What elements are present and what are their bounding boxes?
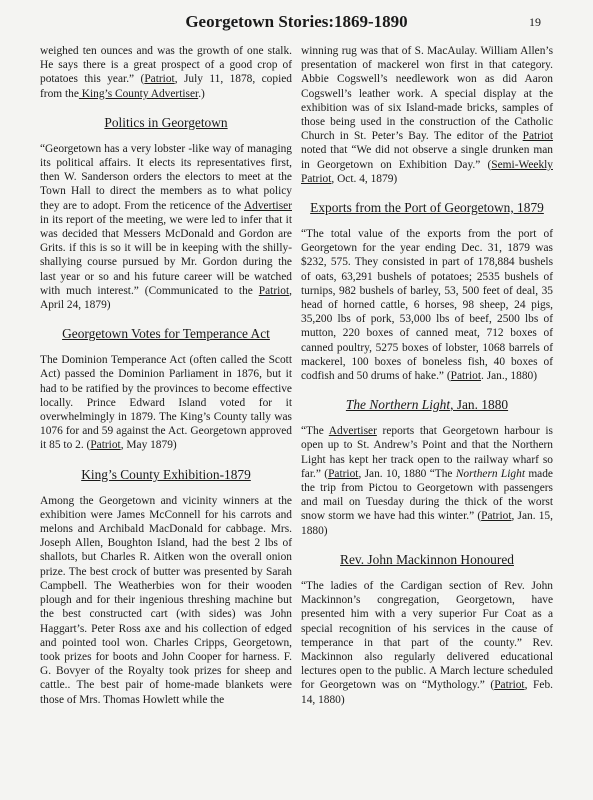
page-header xyxy=(0,12,593,36)
citation-kings-county-advertiser: King’s County Advertiser xyxy=(78,87,199,100)
heading-kings-county-exhibition: King’s County Exhibition-1879 xyxy=(81,466,251,482)
text-run: , April 24, 1879) xyxy=(40,284,292,312)
citation-advertiser: Advertiser xyxy=(328,425,377,438)
text-run: , May 1879) xyxy=(120,439,177,452)
text-run: reports that Georgetown harbour is open up to St. Andrew’s Point and that the Northern Light has kept her track open to the railway wharf so far.” ( xyxy=(301,425,553,480)
heading-politics-in-georgetown: Politics in Georgetown xyxy=(104,114,228,130)
paragraph-politics xyxy=(40,142,292,312)
paragraph-mackinnon xyxy=(301,579,553,707)
citation-patriot: Patriot xyxy=(328,467,359,480)
text-run: “The ladies of the Cardigan section of Rev. John Mackinnon’s congregation, Georgetown, have presented him with a very superior Fur Coat as a special recognition of his services in the cause of temperance in that part of the county.” Rev. Mackinnon also regularly delivered educational lectures open to the public. A March lecture scheduled for Georgetown was on “Mythology.” ( xyxy=(301,579,553,692)
text-run: “Georgetown has a very lobster -like way of managing its political affairs. It elects its representatives first, then W. Sanderson orders the electors to meet at the Town Hall to direct the members as to what policy they are to adopt. From the reticence of the xyxy=(40,142,292,212)
text-run: . Jan., 1880) xyxy=(481,370,537,383)
text-run: weighed ten ounces and was the growth of one stalk. He says there is a great prospect of a good crop of potatoes this year.” ( xyxy=(40,45,292,86)
text-run: , Jan. 15, 1880) xyxy=(301,510,553,537)
paragraph-northern-light xyxy=(301,424,553,538)
text-run: , Jan. 10, 1880 “The xyxy=(358,467,456,480)
paragraph-exhibition: Among the Georgetown and vicinity winners at the exhibition were James McConnell for his carrots and melons and Archibald MacDonald for cabbage. Mrs. Joseph Allen, Boughton Island, had the best 2 lbs of shallots, but Charles R. Aitken won the overall onion prize. The best crock of butter was presented by Sarah Campbell. The Weatherbies won for their wooden plough and for their ingenious threshing machine but the best constructed cart (with sides) was John Haggart’s. Peter Ross axe and his collection of edged and pointed tool won. Charles Cripps, Georgetown, took prizes for boots and John Cooper for harness. F. G. Bovyer of the Royalty took prizes for sheep and cattle.. The best pair of home-made blankets were those of Mrs. Thomas Howlett while the xyxy=(40,494,292,706)
heading-temperance-act: Georgetown Votes for Temperance Act xyxy=(62,326,270,342)
text-run: , Feb. 14, 1880) xyxy=(301,679,553,706)
text-run: made the trip from Pictou to Georgetown with passengers and mail on Tuesday during the thick of the worst snow storm we have had this winter.” ( xyxy=(301,467,553,523)
text-run: “The total value of the exports from the port of Georgetown for the year ending Dec. 31, 1879 was $232, 575. They consisted in part of 178,884 bushels of oats, 63,291 bushels of potatoes; 2535 bushels of turnips, 982 bushels of barley, 53, 500 feet of deal, 35 head of horned cattle, 6 horses, 98 sheep, 24 pigs, 35,200 lbs of pork, 53,000 lbs of beef, 2500 lbs of mutton, 220 boxes of canned meat, 712 boxes of canned poultry, 5275 boxes of lobster, 1068 barrels of mackerel, 100 boxes of boneless fish, 40 boxes of codfish and 50 drums of hake.” ( xyxy=(301,228,553,383)
citation-advertiser: Advertiser xyxy=(243,199,292,212)
citation-patriot: Patriot xyxy=(144,73,175,86)
citation-patriot: Patriot xyxy=(258,284,290,297)
text-run: .) xyxy=(198,87,205,100)
citation-patriot: Patriot xyxy=(450,370,481,383)
heading-rev-mackinnon: Rev. John Mackinnon Honoured xyxy=(340,551,514,567)
text-run: noted that “We did not observe a single drunken man in Georgetown on Exhibition Day.” ( xyxy=(301,144,553,171)
text-run: , July 11, 1878, copied from the xyxy=(40,73,292,100)
text-run: “The xyxy=(301,425,329,438)
text-run: winning rug was that of S. MacAulay. William Allen’s presentation of mackerel won first in that category. Abbie Cogswell’s needlework won as did Aaron Cogswell’s leather work. A special display at the exhibition was of six Island-made bricks, samples of those being used in the construction of the Catholic Church in St. Peter’s Bay. The editor of the xyxy=(301,45,553,143)
ship-name: The Northern Light xyxy=(345,397,451,413)
citation-patriot: Patriot xyxy=(494,679,525,692)
citation-patriot: Patriot xyxy=(481,510,512,523)
heading-exports: Exports from the Port of Georgetown, 1879 xyxy=(310,200,544,216)
citation-patriot: Patriot xyxy=(90,439,121,452)
page-number: 19 xyxy=(529,15,541,29)
running-title: Georgetown Stories:1869-1890 xyxy=(185,12,408,31)
paragraph-exports xyxy=(301,227,553,383)
paragraph-exhibition-continued xyxy=(301,44,553,186)
heading-northern-light xyxy=(301,397,553,413)
paragraph-temperance xyxy=(40,353,292,452)
text-run: The Dominion Temperance Act (often called the Scott Act) passed the Dominion Parliament in 1876, but it had to be ratified by the provinces to become effective locally. Prince Edward Island voted for it overwhelmingly in 1879. The King’s County tally was 1076 for and 59 against the Act. Georgetown approved it 85 to 2. ( xyxy=(40,354,292,452)
citation-patriot: Patriot xyxy=(522,130,553,143)
ship-name: Northern Light xyxy=(455,467,525,480)
text-run: , Jan. 1880 xyxy=(450,397,509,413)
text-run: in its report of the meeting, we were led to infer that it was decided that Messers McDonald and Gordon are Grits. if this is so it will be in keeping with the shilly-shallying course pursued by Mr. Gordon during the last year or so and his future career will be watched with much interest.” (Communicated to the xyxy=(40,213,292,297)
text-run: , Oct. 4, 1879) xyxy=(331,172,398,185)
citation-semi-weekly-patriot: Semi-Weekly Patriot xyxy=(301,158,553,185)
right-column xyxy=(301,44,553,707)
left-column xyxy=(40,44,292,707)
paragraph-potato-crop xyxy=(40,44,292,101)
